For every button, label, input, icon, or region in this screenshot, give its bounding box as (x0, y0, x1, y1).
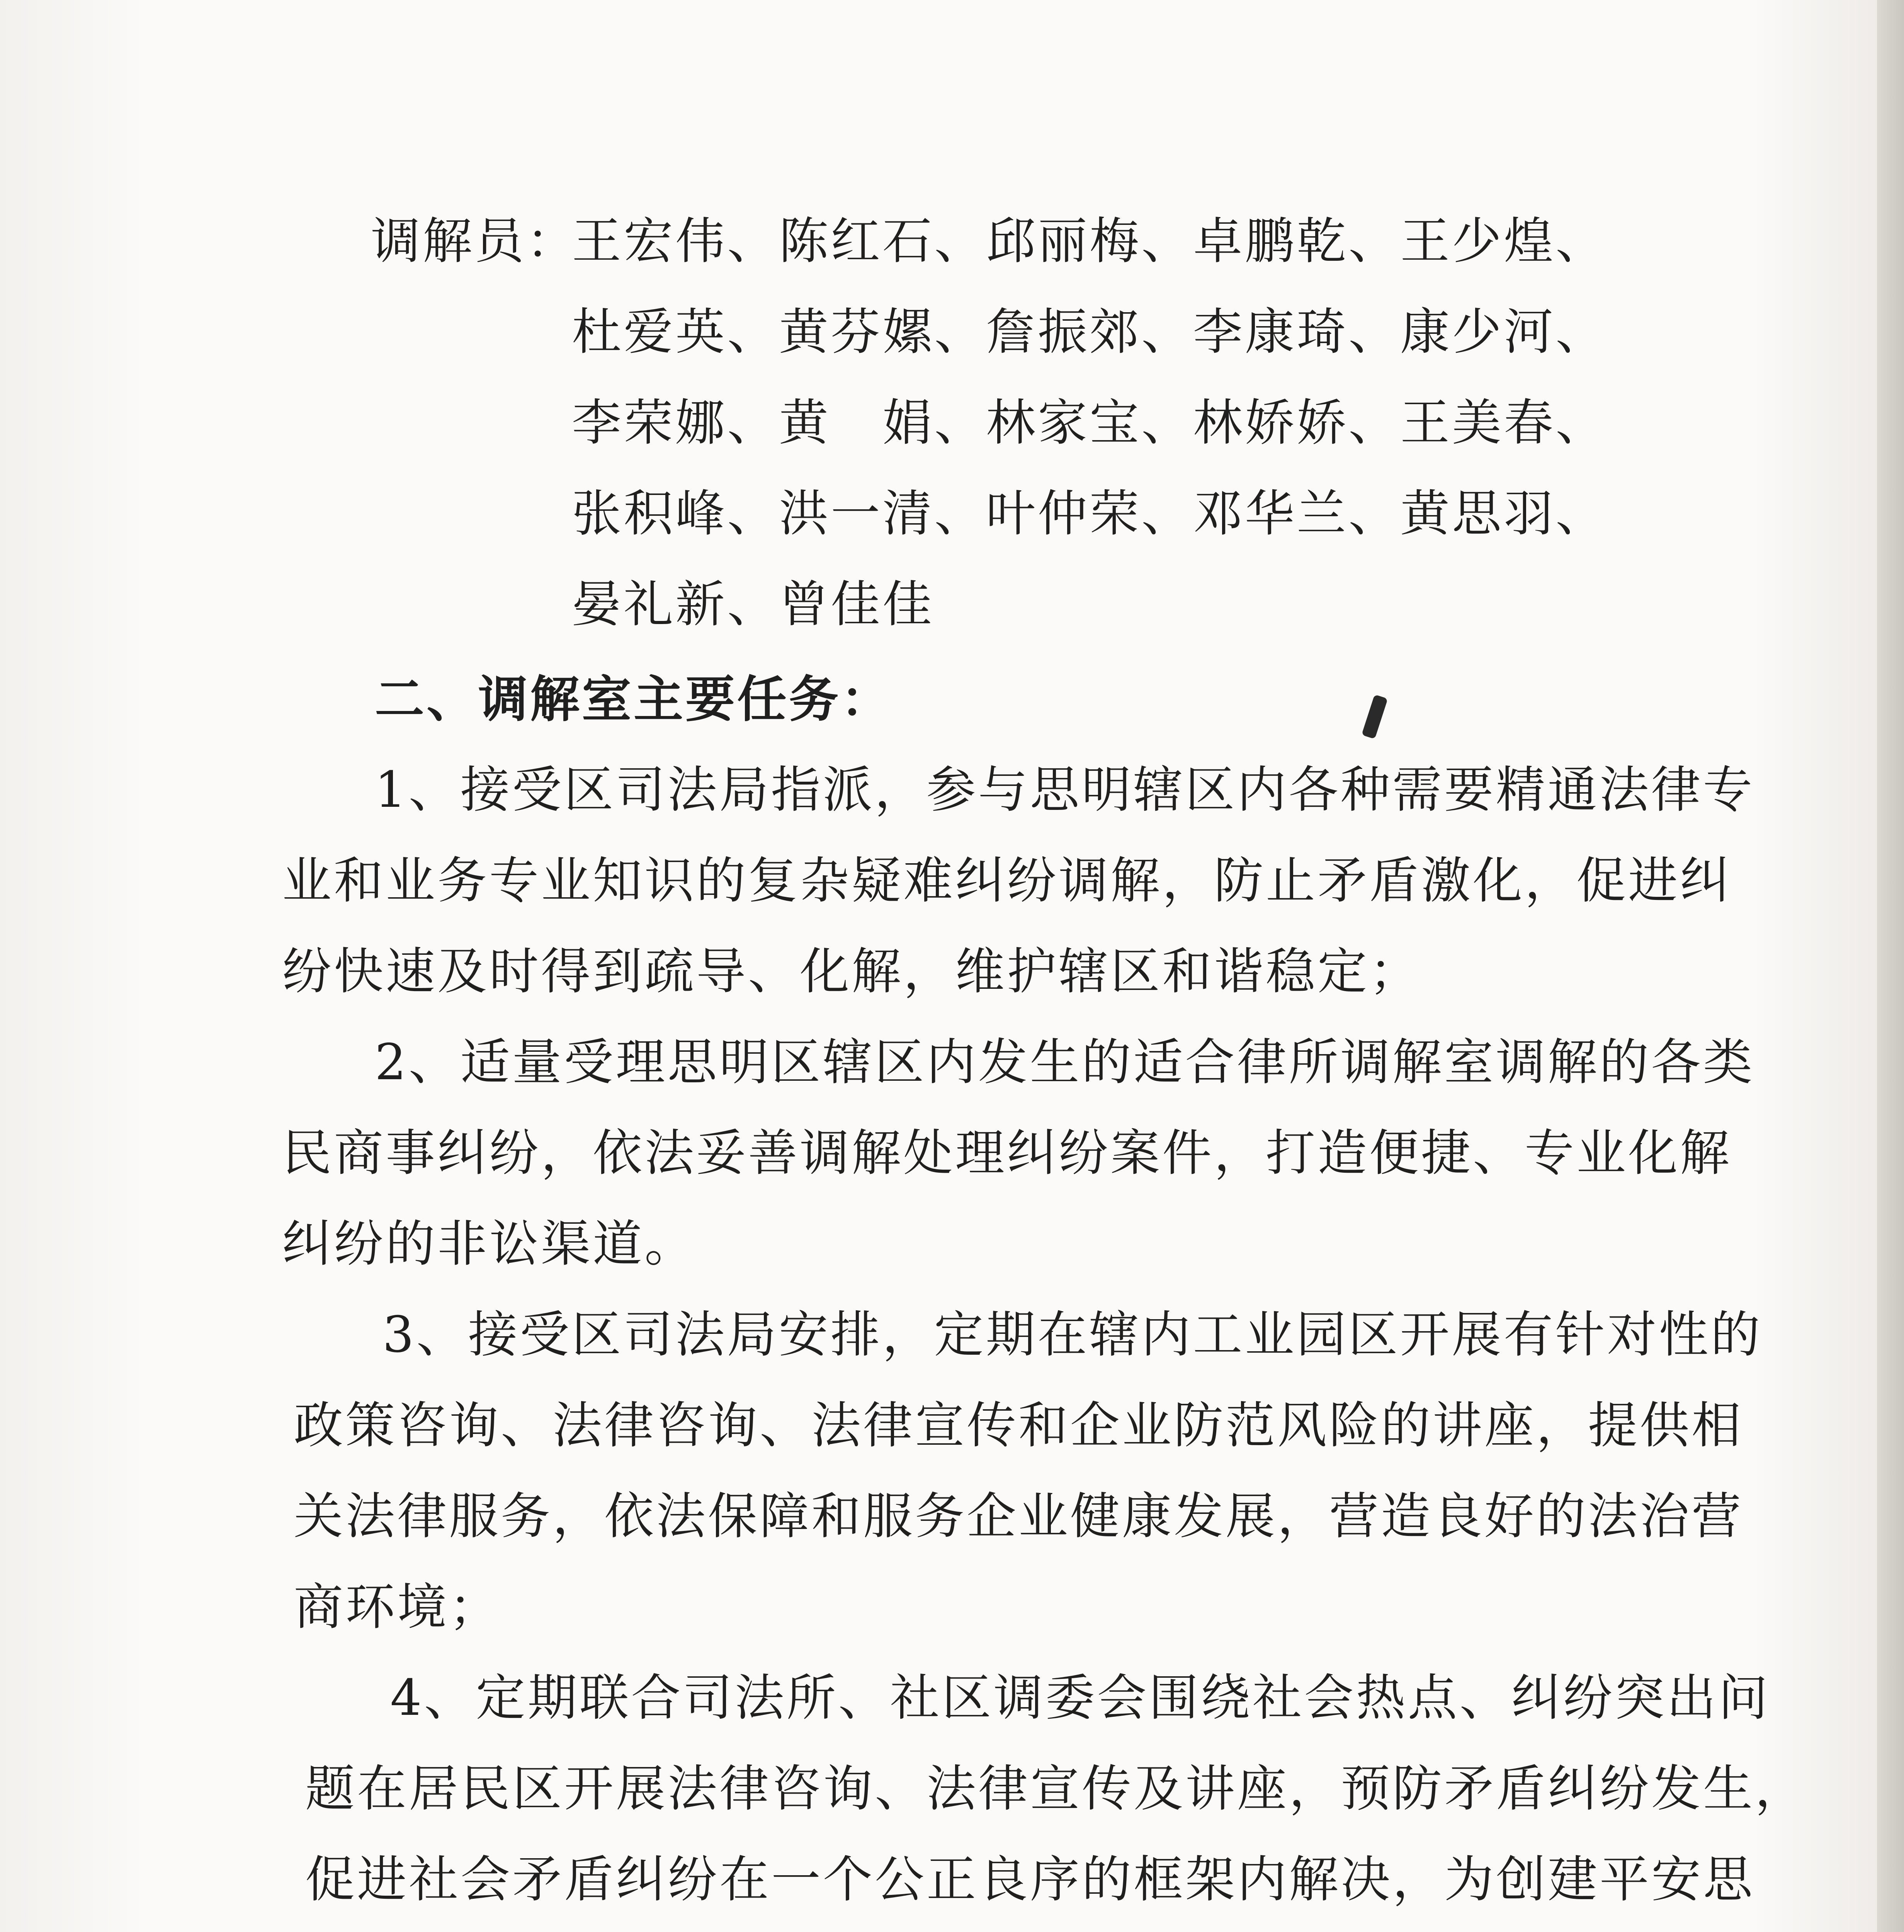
section2-line: 商环境； (294, 1578, 501, 1636)
mediators-line-4: 张积峰、洪一清、叶仲荣、邓华兰、黄思羽、 (572, 485, 1608, 543)
section2-line: 纷快速及时得到疏导、化解，维护辖区和谐稳定； (282, 943, 1421, 1000)
mediators-line-5: 晏礼新、曾佳佳 (572, 576, 935, 633)
mediators-line-2: 杜爱英、黄芬嫘、詹振郊、李康琦、康少河、 (572, 303, 1608, 361)
section2-line: 业和业务专业知识的复杂疑难纠纷调解，防止矛盾激化，促进纠 (282, 852, 1732, 910)
section2-line: 民商事纠纷，依法妥善调解处理纠纷案件，打造便捷、专业化解 (282, 1124, 1732, 1182)
section2-line: 题在居民区开展法律咨询、法律宣传及讲座，预防矛盾纠纷发生， (305, 1760, 1807, 1818)
section2-line: 促进社会矛盾纠纷在一个公正良序的框架内解决，为创建平安思 (305, 1851, 1755, 1908)
section2-line: 4、定期联合司法所、社区调委会围绕社会热点、纠纷突出问 (390, 1669, 1770, 1727)
page-edge-shadow (1877, 0, 1904, 1932)
section2-line: 政策咨询、法律咨询、法律宣传和企业防范风险的讲座，提供相 (294, 1397, 1744, 1454)
mediators-line-1: 王宏伟、陈红石、邱丽梅、卓鹏乾、王少煌、 (572, 213, 1608, 270)
section2-line: 关法律服务，依法保障和服务企业健康发展，营造良好的法治营 (294, 1488, 1744, 1545)
section2-line: 纠纷的非讼渠道。 (282, 1215, 697, 1273)
section2-line: 1、接受区司法局指派，参与思明辖区内各种需要精通法律专 (375, 761, 1755, 819)
mediators-line-3: 李荣娜、黄 娟、林家宝、林娇娇、王美春、 (572, 394, 1608, 452)
pen-mark (1362, 694, 1388, 739)
section2-heading: 二、调解室主要任务： (375, 670, 893, 728)
section2-line: 2、适量受理思明区辖区内发生的适合律所调解室调解的各类 (375, 1034, 1755, 1091)
section2-line: 3、接受区司法局安排，定期在辖内工业园区开展有针对性的 (382, 1306, 1763, 1364)
mediators-label: 调解员： (371, 213, 578, 270)
